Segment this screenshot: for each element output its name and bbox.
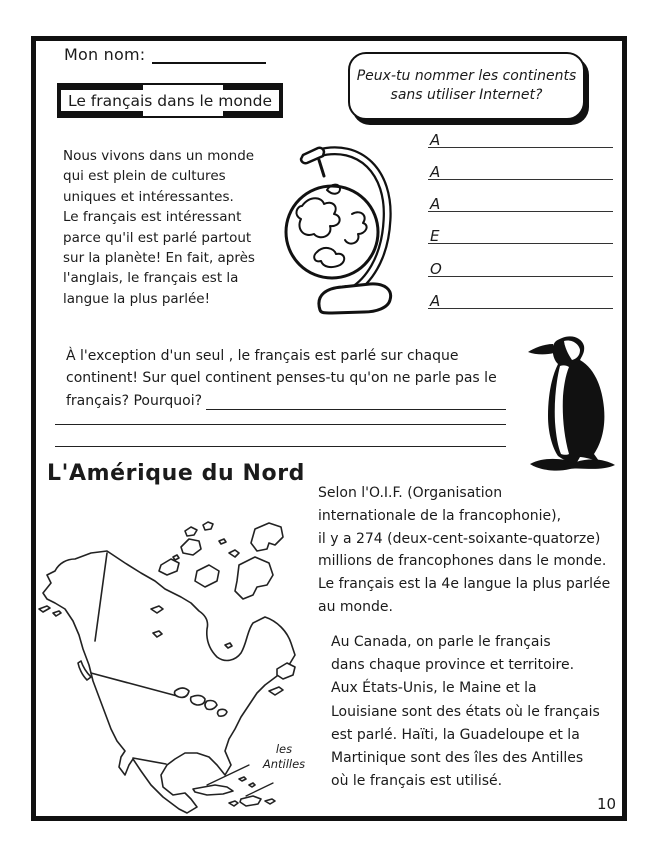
globe-illustration (272, 140, 412, 316)
intro-line: langue la plus parlée! (63, 290, 210, 307)
blank-letter: E (430, 227, 440, 245)
intro-line: uniques et intéressantes. (63, 188, 234, 205)
worksheet-title-box (57, 83, 283, 118)
intro-line: sur la planète! En fait, après (63, 250, 255, 267)
map-label-line: les (275, 742, 293, 756)
canada-line: Au Canada, on parle le français (331, 634, 551, 650)
intro-line: Le français est intéressant (63, 209, 242, 226)
canada-line: Louisiane sont des états où le français (331, 703, 600, 720)
bubble-text-line2: sans utiliser Internet? (390, 87, 543, 103)
canada-paragraph (331, 631, 600, 793)
name-blank-line (152, 47, 266, 64)
oif-line: il y a 274 (deux-cent-soixante-quatorze) (318, 530, 601, 547)
oif-line: internationale de la francophonie), (318, 507, 562, 524)
canada-line: est parlé. Haïti, la Guadeloupe et la (331, 726, 580, 743)
exception-line: À l'exception d'un seul , le français est parlé sur chaque (66, 348, 459, 364)
oif-paragraph (318, 482, 610, 619)
intro-line: qui est plein de cultures (63, 168, 226, 185)
map-label-line: Antilles (262, 757, 306, 771)
continent-blank (428, 163, 613, 180)
blank-letter: A (430, 292, 441, 310)
continent-blank (428, 260, 613, 277)
answer-blank-line (55, 446, 506, 447)
exception-question (66, 345, 506, 412)
answer-blank-line (55, 424, 506, 425)
canada-line: où le français est utilisé. (331, 773, 503, 790)
blank-letter: O (430, 260, 442, 278)
canada-line: Martinique sont des îles des Antilles (331, 750, 584, 767)
canada-line: Aux États-Unis, le Maine et la (331, 680, 537, 697)
answer-blank-line (206, 409, 506, 410)
intro-line: l'anglais, le français est la (63, 270, 239, 287)
worksheet-title: Le français dans le monde (67, 91, 273, 110)
oif-line: Selon l'O.I.F. (Organisation (318, 485, 503, 501)
north-america-map (33, 513, 325, 831)
map-label-antilles (254, 742, 314, 772)
continent-blank (428, 131, 613, 148)
intro-line: parce qu'il est parlé partout (63, 229, 252, 246)
exception-line: continent! Sur quel continent penses-tu qu'on ne parle pas le (66, 370, 497, 387)
intro-line: Nous vivons dans un monde (63, 148, 255, 164)
oif-line: millions de francophones dans le monde. (318, 553, 607, 570)
continent-blank (428, 292, 613, 309)
canada-line: dans chaque province et territoire. (331, 657, 575, 674)
page-number: 10 (597, 795, 617, 813)
intro-paragraph (63, 146, 255, 309)
penguin-illustration (524, 332, 622, 478)
name-label: Mon nom: (64, 45, 146, 64)
oif-line: Le français est la 4e langue la plus parlée (318, 576, 611, 593)
blank-letter: A (430, 195, 441, 213)
oif-line: au monde. (318, 598, 393, 615)
continent-blank (428, 195, 613, 212)
exception-line: français? Pourquoi? (66, 392, 203, 409)
bubble-text-line1: Peux-tu nommer les continents (356, 68, 577, 84)
continent-blank (428, 227, 613, 244)
section-heading: L'Amérique du Nord (47, 461, 305, 486)
name-row (64, 45, 266, 64)
question-bubble (348, 52, 585, 120)
blank-letter: A (430, 131, 441, 149)
blank-letter: A (430, 163, 441, 181)
